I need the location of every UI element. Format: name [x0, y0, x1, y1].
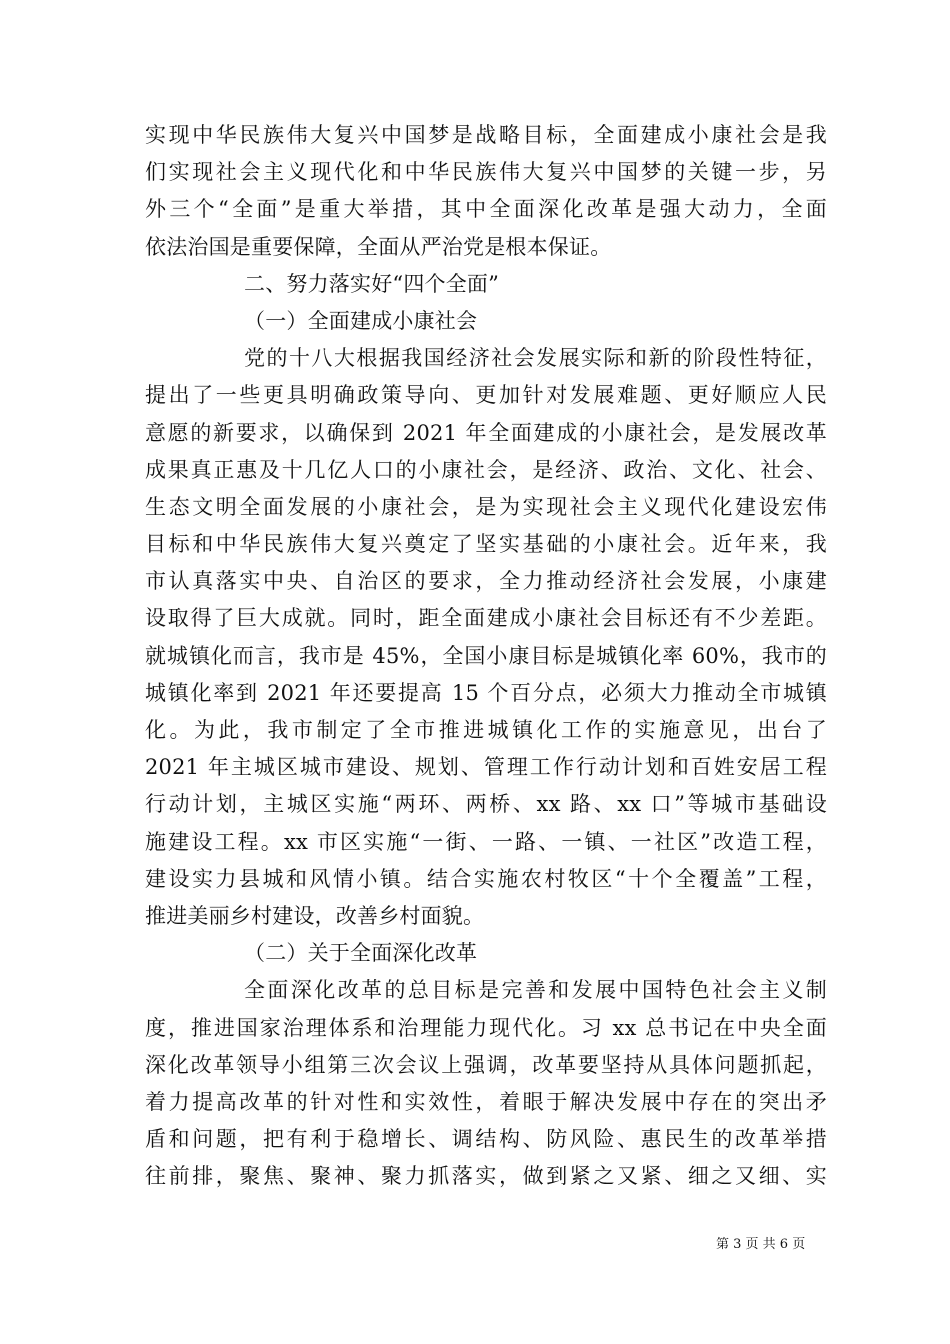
section-heading: 二、努力落实好“四个全面”	[244, 271, 500, 296]
text-line: 提出了一些更具明确政策导向、更加针对发展难题、更好顺应人民	[145, 383, 827, 408]
text-line: 化。为此，我市制定了全市推进城镇化工作的实施意见，出台了	[145, 718, 827, 742]
page-number: 第 3 页 共 6 页	[716, 1237, 806, 1252]
text-line: 深化改革领导小组第三次会议上强调，改革要坚持从具体问题抓起，	[145, 1052, 827, 1077]
text-line: 党的十八大根据我国经济社会发展实际和新的阶段性特征，	[244, 346, 827, 371]
document-body	[145, 117, 827, 1195]
text-line: 依法治国是重要保障，全面从严治党是根本保证。	[145, 234, 612, 259]
text-line: 成果真正惠及十几亿人口的小康社会，是经济、政治、文化、社会、	[145, 457, 827, 482]
text-line: 着力提高改革的针对性和实效性，着眼于解决发展中存在的突出矛	[145, 1089, 827, 1114]
text-line: 施建设工程。xx 市区实施“一街、一路、一镇、一社区”改造工程，	[145, 829, 827, 854]
text-line: 外三个“全面”是重大举措，其中全面深化改革是强大动力，全面	[145, 197, 827, 222]
text-line: 意愿的新要求，以确保到 2021 年全面建成的小康社会，是发展改革	[145, 420, 827, 445]
text-line: 2021 年主城区城市建设、规划、管理工作行动计划和百姓安居工程	[145, 755, 827, 780]
section-heading: （一）全面建成小康社会	[244, 308, 478, 333]
text-line: 市认真落实中央、自治区的要求，全力推动经济社会发展，小康建	[145, 569, 827, 594]
text-line: 们实现社会主义现代化和中华民族伟大复兴中国梦的关键一步，另	[145, 160, 827, 185]
text-line: 目标和中华民族伟大复兴奠定了坚实基础的小康社会。近年来，我	[145, 532, 827, 557]
text-line: 全面深化改革的总目标是完善和发展中国特色社会主义制	[244, 978, 827, 1003]
text-line: 度，推进国家治理体系和治理能力现代化。习 xx 总书记在中央全面	[145, 1015, 827, 1040]
text-line: 建设实力县城和风情小镇。结合实施农村牧区“十个全覆盖”工程，	[145, 866, 827, 891]
text-line: 实现中华民族伟大复兴中国梦是战略目标，全面建成小康社会是我	[145, 123, 827, 147]
text-line: 往前排，聚焦、聚神、聚力抓落实，做到紧之又紧、细之又细、实	[145, 1164, 827, 1189]
text-line: 盾和问题，把有利于稳增长、调结构、防风险、惠民生的改革举措	[145, 1127, 827, 1152]
text-line: 生态文明全面发展的小康社会，是为实现社会主义现代化建设宏伟	[145, 494, 827, 519]
section-heading: （二）关于全面深化改革	[244, 941, 478, 966]
text-line: 就城镇化而言，我市是 45%，全国小康目标是城镇化率 60%，我市的	[145, 643, 827, 668]
text-line: 设取得了巨大成就。同时，距全面建成小康社会目标还有不少差距。	[145, 606, 827, 631]
text-line: 推进美丽乡村建设，改善乡村面貌。	[145, 903, 485, 928]
text-line: 行动计划，主城区实施“两环、两桥、xx 路、xx 口”等城市基础设	[145, 792, 827, 817]
text-line: 城镇化率到 2021 年还要提高 15 个百分点，必须大力推动全市城镇	[145, 680, 827, 705]
